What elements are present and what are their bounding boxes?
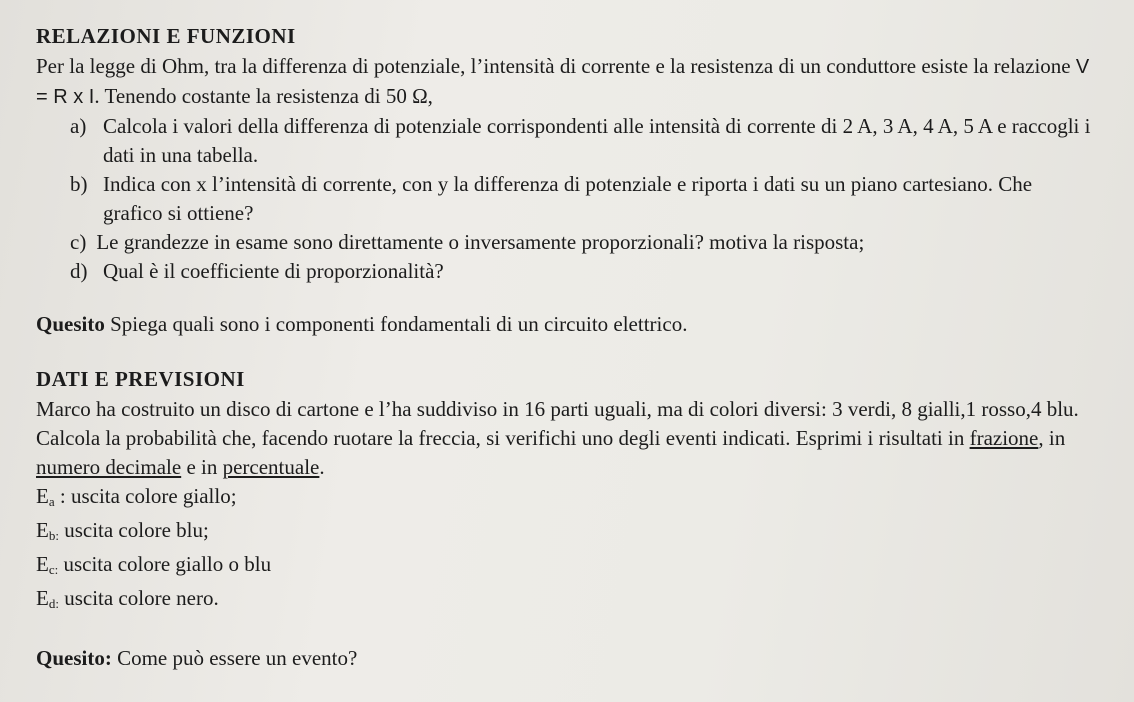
question-label: d) xyxy=(70,259,88,283)
disco-paragraph: Marco ha costruito un disco di cartone e l’ha suddiviso in 16 parti uguali, ma di colori diversi: 3 verdi, 8 gialli,1 rosso,4 blu. Calcola la probabilità che, facendo ruotare la freccia, si verifichi uno degli eventi indicati. Esprimi i risultati in frazione, in numero decimale e in percentuale. xyxy=(36,397,1079,479)
question-text: Qual è il coefficiente di proporzionalità? xyxy=(103,259,444,283)
question-item-b xyxy=(36,170,1096,228)
question-text: Le grandezze in esame sono direttamente o inversamente proporzionali? motiva la risposta; xyxy=(96,230,865,254)
ohm-intro-paragraph: Per la legge di Ohm, tra la differenza di potenziale, l’intensità di corrente e la resistenza di un conduttore esiste la relazione V = R x I. Tenendo costante la resistenza di 50 Ω, xyxy=(36,54,1090,108)
question-label: a) xyxy=(70,114,87,138)
section-title-dati: DATI E PREVISIONI xyxy=(36,367,245,391)
question-label: b) xyxy=(70,172,88,196)
quesito-evento xyxy=(36,644,1096,673)
underlined-frazione: frazione xyxy=(969,426,1039,450)
quesito-circuito xyxy=(36,310,1096,339)
worksheet-page xyxy=(36,22,1126,673)
question-text: Indica con x l’intensità di corrente, con y la differenza di potenziale e riporta i dati su un piano cartesiano. Che grafico si ottiene? xyxy=(103,172,1033,225)
event-line-a: $E_a$ : uscita colore giallo; xyxy=(36,484,237,509)
event-line-b: $E_{b:}$ uscita colore blu; xyxy=(36,518,209,543)
question-text: Calcola i valori della differenza di potenziale corrispondenti alle intensità di corrente di 2 A, 3 A, 4 A, 5 A e raccogli i dati in una tabella. xyxy=(103,114,1091,167)
ohm-formula: V = R x I xyxy=(36,56,1090,108)
quesito-text: Spiega quali sono i componenti fondamentali di un circuito elettrico. xyxy=(104,312,688,336)
event-line-d: $E_{d:}$ uscita colore nero. xyxy=(36,586,219,611)
quesito-label: Quesito: xyxy=(36,646,112,670)
quesito-label: Quesito xyxy=(36,312,105,336)
event-line-c: $E_{c:}$ uscita colore giallo o blu xyxy=(36,552,272,577)
underlined-numero-decimale: numero decimale xyxy=(36,455,182,479)
underlined-percentuale: percentuale xyxy=(222,455,320,479)
question-item-d xyxy=(36,257,1096,286)
quesito-text: Come può essere un evento? xyxy=(111,646,358,670)
question-item-a xyxy=(36,112,1096,170)
question-item-c xyxy=(36,228,1096,257)
section-title-relazioni: RELAZIONI E FUNZIONI xyxy=(36,24,296,48)
question-label: c) xyxy=(70,230,87,254)
